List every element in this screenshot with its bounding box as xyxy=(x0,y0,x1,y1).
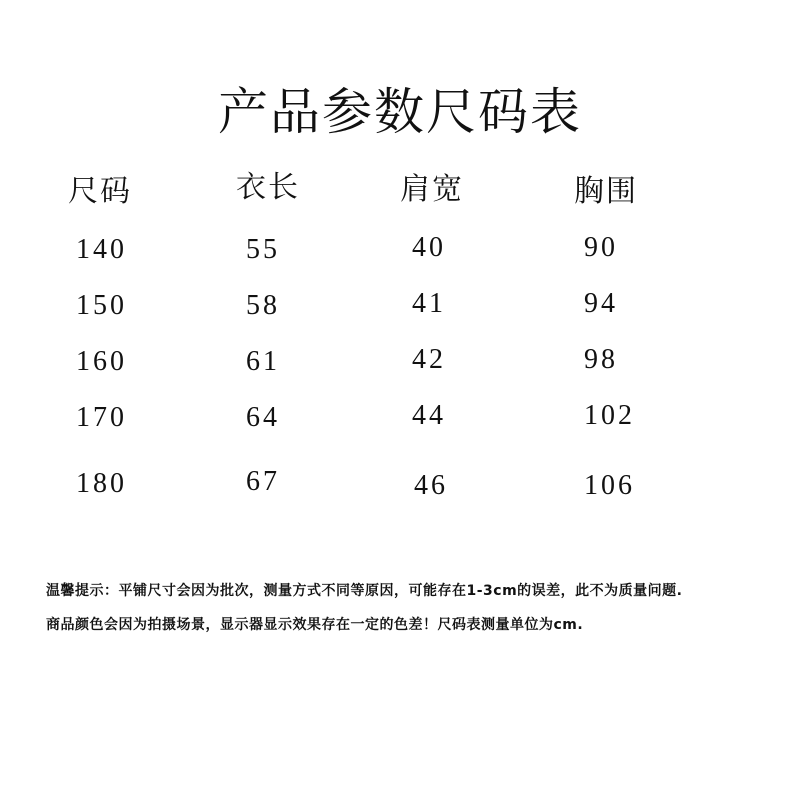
header-length: 衣长 xyxy=(236,170,300,205)
cell-shoulder: 41 xyxy=(412,288,446,319)
header-shoulder: 肩宽 xyxy=(400,172,464,207)
cell-shoulder: 44 xyxy=(412,400,446,431)
cell-chest: 90 xyxy=(584,232,618,263)
cell-length: 67 xyxy=(246,466,280,497)
cell-chest: 98 xyxy=(584,344,618,375)
header-size: 尺码 xyxy=(68,174,132,209)
cell-size: 180 xyxy=(76,468,127,499)
cell-length: 55 xyxy=(246,234,280,265)
cell-chest: 102 xyxy=(584,400,635,431)
cell-size: 170 xyxy=(76,402,127,433)
notice-line-1: 温馨提示：平铺尺寸会因为批次，测量方式不同等原因，可能存在1-3cm的误差，此不为质量问题. xyxy=(46,583,683,599)
cell-length: 64 xyxy=(246,402,280,433)
cell-chest: 106 xyxy=(584,470,635,501)
cell-size: 150 xyxy=(76,290,127,321)
page-title: 产品参数尺码表 xyxy=(218,83,582,141)
cell-shoulder: 46 xyxy=(414,470,448,501)
cell-length: 61 xyxy=(246,346,280,377)
cell-shoulder: 42 xyxy=(412,344,446,375)
header-chest: 胸围 xyxy=(574,174,638,209)
notice-line-2: 商品颜色会因为拍摄场景，显示器显示效果存在一定的色差！尺码表测量单位为cm. xyxy=(46,617,584,633)
cell-shoulder: 40 xyxy=(412,232,446,263)
cell-chest: 94 xyxy=(584,288,618,319)
cell-size: 160 xyxy=(76,346,127,377)
cell-length: 58 xyxy=(246,290,280,321)
cell-size: 140 xyxy=(76,234,127,265)
